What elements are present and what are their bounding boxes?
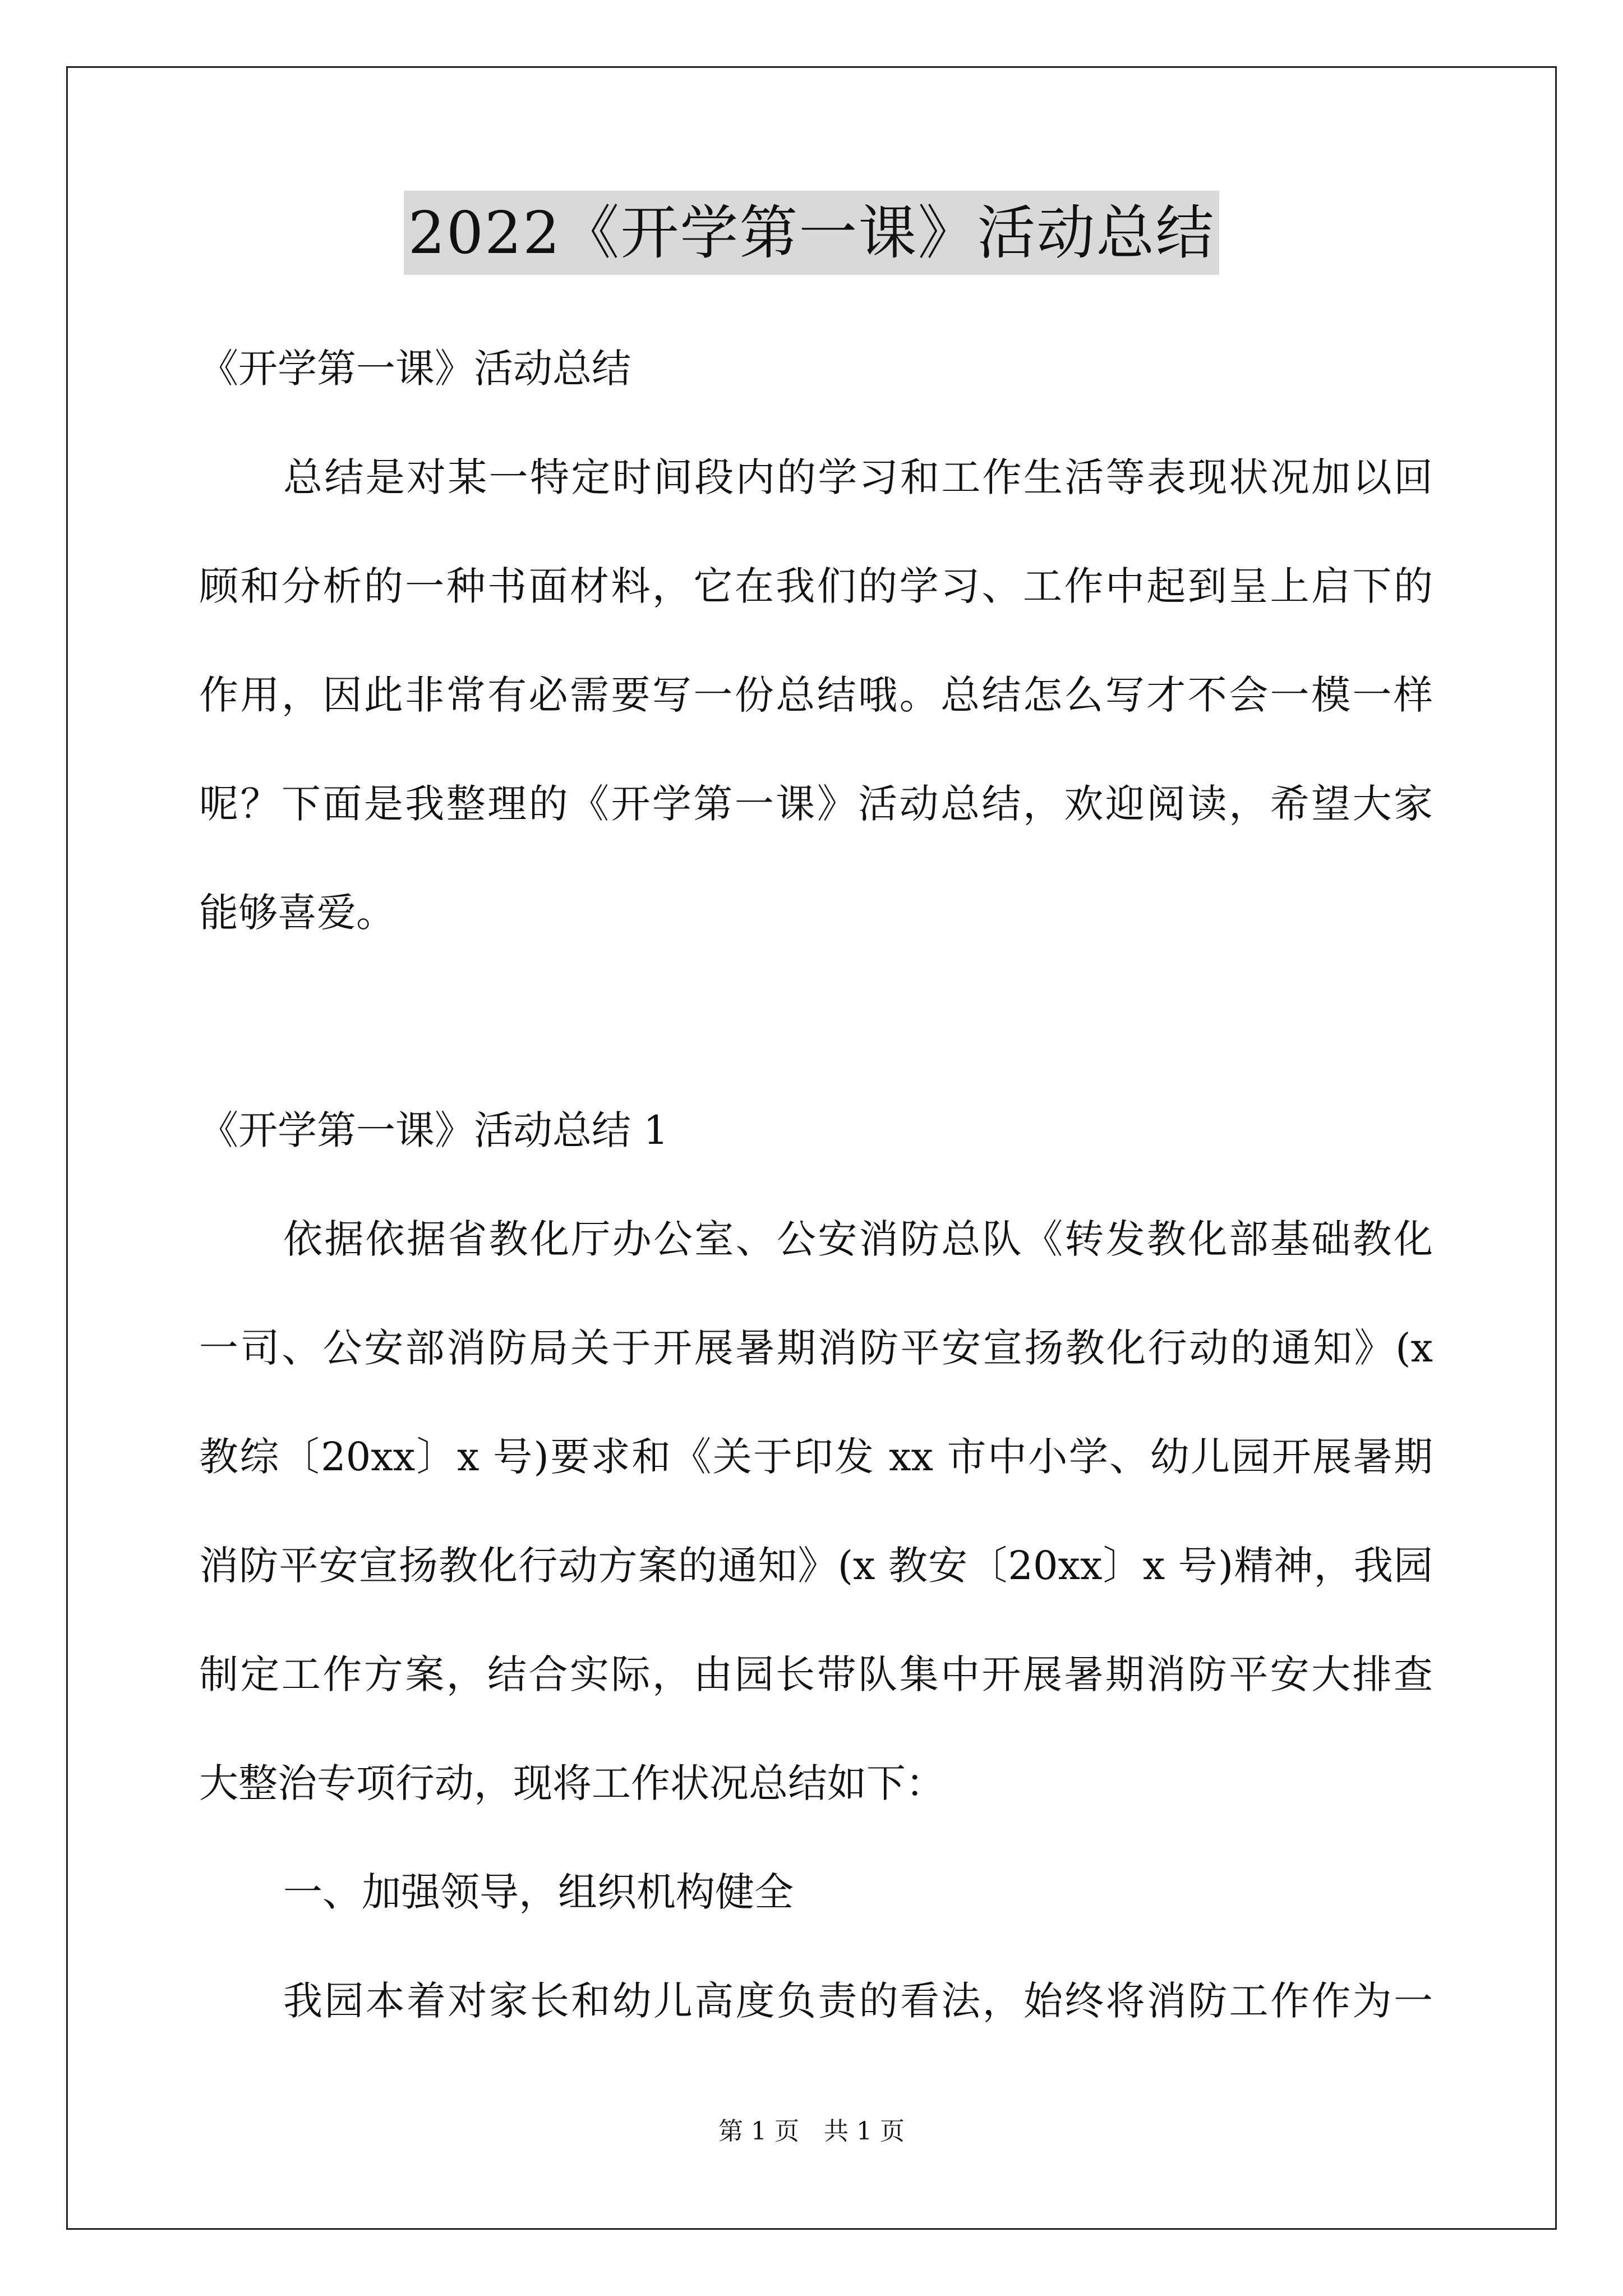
intro-line-1: 总结是对某一特定时间段内的学习和工作生活等表现状况加以回 bbox=[283, 454, 1433, 500]
body-line-4: 消防平安宣扬教化行动方案的通知》(x 教安〔20xx〕x 号)精神，我园 bbox=[199, 1543, 1433, 1589]
page-footer: 第 1 页 共 1 页 bbox=[718, 2117, 905, 2146]
intro-line-4: 呢？下面是我整理的《开学第一课》活动总结，欢迎阅读，希望大家 bbox=[199, 781, 1433, 827]
body-line-3: 教综〔20xx〕x 号)要求和《关于印发 xx 市中小学、幼儿园开展暑期 bbox=[199, 1434, 1433, 1480]
section-1-heading: 一、加强领导，组织机构健全 bbox=[283, 1869, 794, 1915]
document-title: 2022《开学第一课》活动总结 bbox=[404, 191, 1220, 275]
heading-2: 《开学第一课》活动总结 1 bbox=[199, 1107, 668, 1153]
title-container bbox=[0, 191, 1623, 275]
body-line-1: 依据依据省教化厅办公室、公安消防总队《转发教化部基础教化 bbox=[283, 1216, 1433, 1262]
intro-line-2: 顾和分析的一种书面材料，它在我们的学习、工作中起到呈上启下的 bbox=[199, 563, 1433, 609]
body-line-6: 大整治专项行动，现将工作状况总结如下： bbox=[199, 1760, 945, 1806]
body-line-5: 制定工作方案，结合实际，由园长带队集中开展暑期消防平安大排查 bbox=[199, 1651, 1433, 1697]
document-body bbox=[199, 314, 1433, 2055]
intro-line-3: 作用，因此非常有必需要写一份总结哦。总结怎么写才不会一模一样 bbox=[199, 672, 1433, 718]
intro-line-5: 能够喜爱。 bbox=[199, 890, 395, 936]
heading-1: 《开学第一课》活动总结 bbox=[199, 346, 631, 392]
body-line-2: 一司、公安部消防局关于开展暑期消防平安宣扬教化行动的通知》(x bbox=[199, 1325, 1433, 1371]
section-gap bbox=[199, 967, 1433, 1076]
section-1-line-1: 我园本着对家长和幼儿高度负责的看法，始终将消防工作作为一 bbox=[283, 1978, 1433, 2024]
